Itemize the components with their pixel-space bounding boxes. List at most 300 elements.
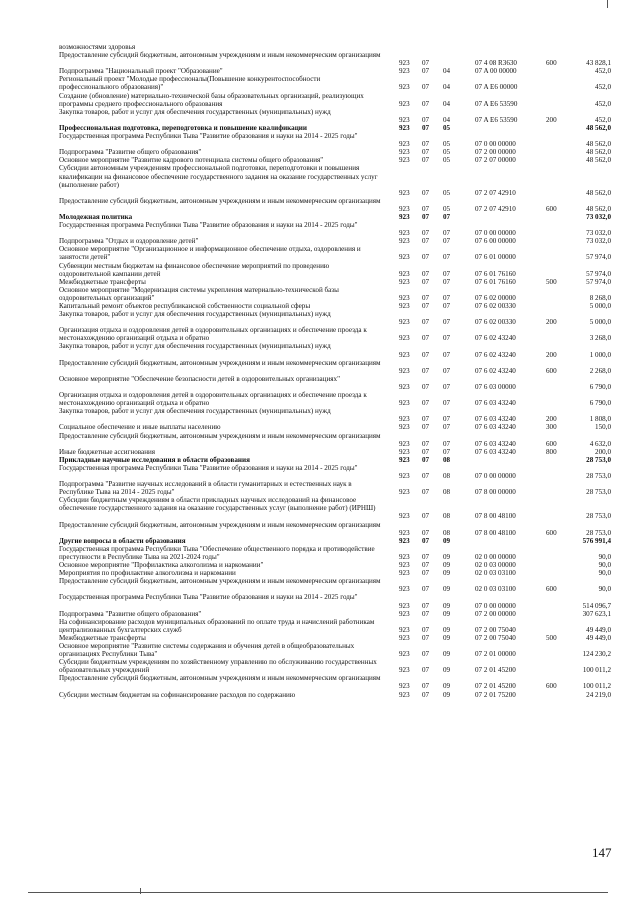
cell-subsection: 09 xyxy=(443,609,451,618)
row-name: Предоставление субсидий бюджетным, автономным учреждениям и иным некоммерческим организациям xyxy=(59,196,381,205)
cell-subsection: 04 xyxy=(443,115,451,124)
table-row xyxy=(0,124,638,132)
cell-sum: 6 790,0 xyxy=(589,382,611,391)
cell-rz: 923 xyxy=(399,569,410,578)
table-row xyxy=(0,634,638,642)
cell-subsection: 07 xyxy=(443,439,451,448)
cell-sum: 452,0 xyxy=(595,67,611,76)
cell-subsection: 09 xyxy=(443,650,451,659)
cell-pr: 07 xyxy=(422,625,430,634)
table-row xyxy=(0,432,638,448)
table-row xyxy=(0,245,638,261)
table-row xyxy=(0,674,638,690)
cell-subsection: 08 xyxy=(443,488,451,497)
cell-subsection: 07 xyxy=(443,229,451,238)
cell-rz: 923 xyxy=(399,415,410,424)
cell-subsection: 07 xyxy=(443,382,451,391)
cell-subsection: 07 xyxy=(443,212,451,221)
table-row xyxy=(0,375,638,391)
cell-sum: 48 562,0 xyxy=(586,140,611,149)
table-row xyxy=(0,43,638,51)
cell-pr: 07 xyxy=(422,212,430,221)
cell-sum: 90,0 xyxy=(598,561,611,570)
cell-rz: 923 xyxy=(399,204,410,213)
row-name: Закупка товаров, работ и услуг для обеспечения государственных (муниципальных) нужд xyxy=(59,107,331,116)
table-row xyxy=(0,326,638,342)
cell-cs: 07 A E6 53590 xyxy=(475,99,518,108)
cell-vr: 300 xyxy=(546,423,557,432)
cell-rz: 923 xyxy=(399,140,410,149)
table-row xyxy=(0,197,638,213)
cell-rz: 923 xyxy=(399,536,410,545)
cell-pr: 07 xyxy=(422,552,430,561)
table-row xyxy=(0,545,638,561)
cell-rz: 923 xyxy=(399,447,410,456)
cell-rz: 923 xyxy=(399,253,410,262)
cell-subsection: 09 xyxy=(443,569,451,578)
cell-subsection: 07 xyxy=(443,423,451,432)
cell-pr: 07 xyxy=(422,561,430,570)
cell-pr: 07 xyxy=(422,293,430,302)
cell-vr: 600 xyxy=(546,439,557,448)
table-row xyxy=(0,237,638,245)
cell-pr: 07 xyxy=(422,99,430,108)
row-name: Молодежная политика xyxy=(59,212,133,221)
cell-rz: 923 xyxy=(399,512,410,521)
cell-cs: 02 0 03 03100 xyxy=(475,585,516,594)
cell-sum: 73 032,0 xyxy=(586,212,611,221)
cell-sum: 73 032,0 xyxy=(586,237,611,246)
cell-rz: 923 xyxy=(399,528,410,537)
cell-vr: 600 xyxy=(546,204,557,213)
cell-sum: 43 828,1 xyxy=(586,59,611,68)
cell-cs: 07 0 00 00000 xyxy=(475,471,516,480)
row-name: Субсидии бюджетным учреждениям по хозяйственному управлению по обслуживанию государственных образовательных учреждений xyxy=(59,658,377,675)
cell-rz: 923 xyxy=(399,399,410,408)
cell-vr: 200 xyxy=(546,115,557,124)
cell-rz: 923 xyxy=(399,318,410,327)
row-name: Социальное обеспечение и иные выплаты населению xyxy=(59,423,221,432)
cell-rz: 923 xyxy=(399,115,410,124)
cell-pr: 07 xyxy=(422,399,430,408)
cell-sum: 100 011,2 xyxy=(582,666,611,675)
cell-pr: 07 xyxy=(422,67,430,76)
cell-pr: 07 xyxy=(422,690,430,699)
table-row xyxy=(0,148,638,156)
table-row xyxy=(0,569,638,577)
row-name: Государственная программа Республики Тыва "Обеспечение общественного порядка и противодействие преступности в Республике Тыва на 2021-2024 годы" xyxy=(59,544,375,561)
cell-sum: 48 562,0 xyxy=(586,148,611,157)
cell-cs: 07 2 07 00000 xyxy=(475,156,516,165)
cell-rz: 923 xyxy=(399,269,410,278)
cell-subsection: 07 xyxy=(443,277,451,286)
cell-cs: 07 0 00 00000 xyxy=(475,601,516,610)
table-row xyxy=(0,213,638,221)
cell-pr: 07 xyxy=(422,382,430,391)
cell-sum: 124 230,2 xyxy=(582,650,611,659)
page-number: 147 xyxy=(592,845,612,860)
cell-rz: 923 xyxy=(399,609,410,618)
row-name: Межбюджетные трансферты xyxy=(59,633,146,642)
table-row xyxy=(0,286,638,302)
row-name: Капитальный ремонт объектов республиканской собственности социальной сферы xyxy=(59,302,311,311)
table-row xyxy=(0,391,638,407)
cell-sum: 28 753,0 xyxy=(586,471,611,480)
cell-cs: 07 8 00 48100 xyxy=(475,528,516,537)
table-row xyxy=(0,521,638,537)
cell-cs: 07 6 03 00000 xyxy=(475,382,516,391)
cell-cs: 07 6 02 00330 xyxy=(475,302,516,311)
cell-subsection: 05 xyxy=(443,148,451,157)
cell-rz: 923 xyxy=(399,229,410,238)
cell-sum: 576 991,4 xyxy=(582,536,611,545)
row-name: Предоставление субсидий бюджетным, автономным учреждениям и иным некоммерческим организациям xyxy=(59,520,381,529)
cell-subsection: 09 xyxy=(443,666,451,675)
cell-sum: 514 096,7 xyxy=(582,601,611,610)
table-row xyxy=(0,164,638,196)
cell-subsection: 07 xyxy=(443,293,451,302)
cell-subsection: 08 xyxy=(443,455,451,464)
row-name: Мероприятия по профилактике алкоголизма и наркомании xyxy=(59,569,236,578)
cell-rz: 923 xyxy=(399,423,410,432)
cell-subsection: 08 xyxy=(443,512,451,521)
cell-rz: 923 xyxy=(399,148,410,157)
cell-subsection: 07 xyxy=(443,318,451,327)
cell-rz: 923 xyxy=(399,625,410,634)
cell-vr: 600 xyxy=(546,528,557,537)
table-row xyxy=(0,480,638,496)
cell-cs: 07 0 00 00000 xyxy=(475,229,516,238)
cell-pr: 07 xyxy=(422,277,430,286)
row-name: Основное мероприятие "Обеспечение безопасности детей в оздоровительных организациях" xyxy=(59,374,340,383)
cell-pr: 07 xyxy=(422,666,430,675)
cell-sum: 1 000,0 xyxy=(589,350,611,359)
row-name: Государственная программа Республики Тыва "Развитие образования и науки на 2014 - 2025 годы" xyxy=(59,221,358,230)
table-row xyxy=(0,561,638,569)
cell-subsection: 05 xyxy=(443,156,451,165)
cell-subsection: 07 xyxy=(443,237,451,246)
cell-rz: 923 xyxy=(399,83,410,92)
cell-pr: 07 xyxy=(422,609,430,618)
cell-sum: 8 268,0 xyxy=(589,293,611,302)
cell-rz: 923 xyxy=(399,382,410,391)
table-row xyxy=(0,658,638,674)
cell-sum: 48 562,0 xyxy=(586,156,611,165)
cell-sum: 73 032,0 xyxy=(586,229,611,238)
row-name: Подпрограмма "Национальный проект "Образование" xyxy=(59,67,223,76)
cell-rz: 923 xyxy=(399,59,410,68)
table-row xyxy=(0,610,638,618)
cell-pr: 07 xyxy=(422,682,430,691)
row-name: Государственная программа Республики Тыва "Развитие образования и науки на 2014 - 2025 годы" xyxy=(59,463,358,472)
cell-pr: 07 xyxy=(422,188,430,197)
table-row xyxy=(0,342,638,358)
cell-cs: 07 8 00 00000 xyxy=(475,488,516,497)
cell-subsection: 09 xyxy=(443,633,451,642)
cell-cs: 07 6 03 43240 xyxy=(475,439,516,448)
cell-sum: 200,0 xyxy=(595,447,611,456)
cell-sum: 5 000,0 xyxy=(589,302,611,311)
row-name: Иные бюджетные ассигнования xyxy=(59,447,156,456)
cell-cs: 07 6 02 43240 xyxy=(475,366,516,375)
cell-subsection: 07 xyxy=(443,447,451,456)
cell-pr: 07 xyxy=(422,59,430,68)
footer-rule xyxy=(28,892,608,893)
cell-cs: 07 4 08 R3630 xyxy=(475,59,517,68)
table-row xyxy=(0,456,638,464)
cell-pr: 07 xyxy=(422,569,430,578)
cell-pr: 07 xyxy=(422,269,430,278)
cell-cs: 07 6 02 43240 xyxy=(475,334,516,343)
cell-cs: 07 6 02 43240 xyxy=(475,350,516,359)
row-name: Прикладные научные исследования в области образования xyxy=(59,455,250,464)
row-name: Закупка товаров, работ и услуг для обеспечения государственных (муниципальных) нужд xyxy=(59,342,331,351)
cell-sum: 48 562,0 xyxy=(586,188,611,197)
cell-cs: 02 0 03 00000 xyxy=(475,561,516,570)
table-row xyxy=(0,92,638,108)
table-row xyxy=(0,642,638,658)
cell-cs: 07 6 01 76160 xyxy=(475,269,516,278)
cell-pr: 07 xyxy=(422,415,430,424)
cell-vr: 600 xyxy=(546,585,557,594)
cell-cs: 07 2 07 42910 xyxy=(475,204,516,213)
cell-vr: 200 xyxy=(546,415,557,424)
row-name: Предоставление субсидий бюджетным, автономным учреждениям и иным некоммерческим организациям xyxy=(59,577,381,586)
cell-sum: 24 219,0 xyxy=(586,690,611,699)
table-row xyxy=(0,75,638,91)
budget-table xyxy=(0,43,638,699)
cell-rz: 923 xyxy=(399,366,410,375)
cell-subsection: 09 xyxy=(443,601,451,610)
cell-cs: 07 2 00 00000 xyxy=(475,148,516,157)
cell-rz: 923 xyxy=(399,561,410,570)
cell-sum: 452,0 xyxy=(595,99,611,108)
cell-rz: 923 xyxy=(399,67,410,76)
cell-cs: 02 0 00 00000 xyxy=(475,552,516,561)
row-name: Предоставление субсидий бюджетным, автономным учреждениям и иным некоммерческим организациям xyxy=(59,674,381,683)
row-name: Предоставление субсидий бюджетным, автономным учреждениям и иным некоммерческим организациям xyxy=(59,358,381,367)
cell-sum: 2 268,0 xyxy=(589,366,611,375)
cell-subsection: 04 xyxy=(443,83,451,92)
cell-vr: 200 xyxy=(546,318,557,327)
row-name: Основное мероприятие "Профилактика алкоголизма и наркомании" xyxy=(59,561,264,570)
row-name: Региональный проект "Молодые профессионалы(Повышение конкурентоспособности профессионального образования)" xyxy=(59,75,321,92)
cell-subsection: 09 xyxy=(443,536,451,545)
cell-sum: 6 790,0 xyxy=(589,399,611,408)
row-name: На софинансирование расходов муниципальных образований по оплате труда и начислений работникам централизованных бухгалтерских служб xyxy=(59,617,375,634)
cell-rz: 923 xyxy=(399,156,410,165)
cell-pr: 07 xyxy=(422,115,430,124)
cell-pr: 07 xyxy=(422,83,430,92)
row-name: Профессиональная подготовка, переподготовка и повышение квалификации xyxy=(59,123,307,132)
row-name: Субсидии местным бюджетам на софинансирование расходов по содержанию xyxy=(59,690,296,699)
cell-cs: 07 6 03 43240 xyxy=(475,447,516,456)
cell-rz: 923 xyxy=(399,237,410,246)
cell-pr: 07 xyxy=(422,633,430,642)
cell-pr: 07 xyxy=(422,334,430,343)
cell-vr: 200 xyxy=(546,350,557,359)
cell-sum: 28 753,0 xyxy=(586,488,611,497)
table-row xyxy=(0,618,638,634)
cell-sum: 48 562,0 xyxy=(586,123,611,132)
table-row xyxy=(0,423,638,431)
cell-cs: 07 8 00 48100 xyxy=(475,512,516,521)
cell-rz: 923 xyxy=(399,99,410,108)
cell-rz: 923 xyxy=(399,488,410,497)
table-row xyxy=(0,132,638,148)
cell-pr: 07 xyxy=(422,512,430,521)
cell-subsection: 09 xyxy=(443,682,451,691)
cell-subsection: 07 xyxy=(443,253,451,262)
cell-cs: 07 6 02 00000 xyxy=(475,293,516,302)
cell-pr: 07 xyxy=(422,585,430,594)
cell-sum: 307 623,1 xyxy=(582,609,611,618)
cell-rz: 923 xyxy=(399,350,410,359)
cell-cs: 07 6 00 00000 xyxy=(475,237,516,246)
cell-subsection: 04 xyxy=(443,99,451,108)
cell-vr: 600 xyxy=(546,682,557,691)
row-name: Предоставление субсидий бюджетным, автономным учреждениям и иным некоммерческим организациям xyxy=(59,51,381,60)
cell-vr: 500 xyxy=(546,277,557,286)
table-row xyxy=(0,302,638,310)
cell-cs: 07 A E6 53590 xyxy=(475,115,518,124)
row-name: Закупка товаров, работ и услуг для обеспечения государственных (муниципальных) нужд xyxy=(59,310,331,319)
cell-sum: 452,0 xyxy=(595,115,611,124)
row-name: возможностями здоровья xyxy=(59,43,136,51)
cell-rz: 923 xyxy=(399,682,410,691)
cell-subsection: 07 xyxy=(443,334,451,343)
cell-vr: 800 xyxy=(546,447,557,456)
table-row xyxy=(0,464,638,480)
row-name: Подпрограмма "Развитие общего образования" xyxy=(59,609,202,618)
table-row xyxy=(0,67,638,75)
cell-cs: 07 6 03 43240 xyxy=(475,399,516,408)
cell-sum: 57 974,0 xyxy=(586,269,611,278)
table-row xyxy=(0,691,638,699)
table-row xyxy=(0,310,638,326)
cell-sum: 3 268,0 xyxy=(589,334,611,343)
row-name: Предоставление субсидий бюджетным, автономным учреждениям и иным некоммерческим организациям xyxy=(59,431,381,440)
cell-subsection: 04 xyxy=(443,67,451,76)
cell-vr: 500 xyxy=(546,633,557,642)
cell-vr: 600 xyxy=(546,366,557,375)
table-row xyxy=(0,221,638,237)
cell-pr: 07 xyxy=(422,148,430,157)
cell-cs: 07 2 00 75040 xyxy=(475,625,516,634)
cell-cs: 07 6 03 43240 xyxy=(475,423,516,432)
cell-rz: 923 xyxy=(399,585,410,594)
cell-pr: 07 xyxy=(422,229,430,238)
cell-sum: 452,0 xyxy=(595,83,611,92)
cell-rz: 923 xyxy=(399,293,410,302)
cell-rz: 923 xyxy=(399,552,410,561)
cell-sum: 28 753,0 xyxy=(586,528,611,537)
scan-edge-mark xyxy=(607,0,608,8)
row-name: Другие вопросы в области образования xyxy=(59,536,186,545)
cell-pr: 07 xyxy=(422,601,430,610)
row-name: Государственная программа Республики Тыва "Развитие образования и науки на 2014 - 2025 годы" xyxy=(59,132,358,141)
cell-rz: 923 xyxy=(399,277,410,286)
row-name: Подпрограмма "Развитие общего образования" xyxy=(59,148,202,157)
cell-pr: 07 xyxy=(422,488,430,497)
cell-sum: 5 000,0 xyxy=(589,318,611,327)
cell-pr: 07 xyxy=(422,350,430,359)
cell-subsection: 07 xyxy=(443,269,451,278)
row-name: Создание (обновление) материально-технической базы образовательных организаций, реализующих программы среднего профессионального образования xyxy=(59,91,364,108)
cell-subsection: 09 xyxy=(443,690,451,699)
row-name: Основное мероприятие "Развитие кадрового потенциала системы общего образования" xyxy=(59,156,324,165)
cell-pr: 07 xyxy=(422,439,430,448)
cell-cs: 07 A E6 00000 xyxy=(475,83,518,92)
row-name: Закупка товаров, работ и услуг для обеспечения государственных (муниципальных) нужд xyxy=(59,407,331,416)
table-row xyxy=(0,577,638,593)
cell-pr: 07 xyxy=(422,318,430,327)
table-row xyxy=(0,593,638,609)
cell-cs: 07 2 07 42910 xyxy=(475,188,516,197)
table-row xyxy=(0,496,638,520)
cell-cs: 07 2 00 75040 xyxy=(475,633,516,642)
cell-sum: 90,0 xyxy=(598,585,611,594)
cell-sum: 90,0 xyxy=(598,569,611,578)
footer-tick xyxy=(140,888,141,894)
cell-cs: 07 2 00 00000 xyxy=(475,609,516,618)
table-row xyxy=(0,448,638,456)
cell-pr: 07 xyxy=(422,536,430,545)
cell-pr: 07 xyxy=(422,204,430,213)
cell-rz: 923 xyxy=(399,439,410,448)
cell-sum: 28 753,0 xyxy=(586,455,611,464)
row-name: Субсидии автономным учреждениям профессиональной подготовки, переподготовки и повышения квалификации на финансовое обеспечение государственного задания на оказание государственных услуг (выполнение работ) xyxy=(59,164,378,189)
cell-rz: 923 xyxy=(399,690,410,699)
cell-subsection: 07 xyxy=(443,366,451,375)
table-row xyxy=(0,537,638,545)
cell-cs: 07 6 03 43240 xyxy=(475,415,516,424)
row-name: Основное мероприятие "Модернизация системы укрепления материально-технической базы оздоровительных организаций" xyxy=(59,285,339,302)
cell-subsection: 08 xyxy=(443,471,451,480)
cell-subsection: 09 xyxy=(443,585,451,594)
cell-subsection: 08 xyxy=(443,528,451,537)
cell-subsection: 05 xyxy=(443,204,451,213)
cell-cs: 07 2 01 45200 xyxy=(475,666,516,675)
cell-rz: 923 xyxy=(399,601,410,610)
cell-cs: 07 A 00 00000 xyxy=(475,67,517,76)
cell-sum: 49 449,0 xyxy=(586,625,611,634)
cell-pr: 07 xyxy=(422,156,430,165)
table-row xyxy=(0,156,638,164)
cell-cs: 07 2 01 45200 xyxy=(475,682,516,691)
cell-subsection: 09 xyxy=(443,552,451,561)
row-name: Подпрограмма "Отдых и оздоровление детей" xyxy=(59,237,199,246)
row-name: Подпрограмма "Развитие научных исследований в области гуманитарных и естественных наук в Республике Тыва на 2014 - 2025 годы" xyxy=(59,480,352,497)
cell-subsection: 07 xyxy=(443,302,451,311)
cell-pr: 07 xyxy=(422,123,430,132)
cell-rz: 923 xyxy=(399,471,410,480)
table-row xyxy=(0,108,638,124)
cell-pr: 07 xyxy=(422,471,430,480)
cell-subsection: 09 xyxy=(443,625,451,634)
cell-rz: 923 xyxy=(399,334,410,343)
cell-cs: 07 2 01 75200 xyxy=(475,690,516,699)
table-row xyxy=(0,51,638,67)
cell-subsection: 07 xyxy=(443,350,451,359)
cell-vr: 600 xyxy=(546,59,557,68)
cell-sum: 57 974,0 xyxy=(586,253,611,262)
cell-pr: 07 xyxy=(422,650,430,659)
cell-sum: 150,0 xyxy=(595,423,611,432)
cell-pr: 07 xyxy=(422,253,430,262)
table-row xyxy=(0,278,638,286)
cell-sum: 4 632,0 xyxy=(589,439,611,448)
